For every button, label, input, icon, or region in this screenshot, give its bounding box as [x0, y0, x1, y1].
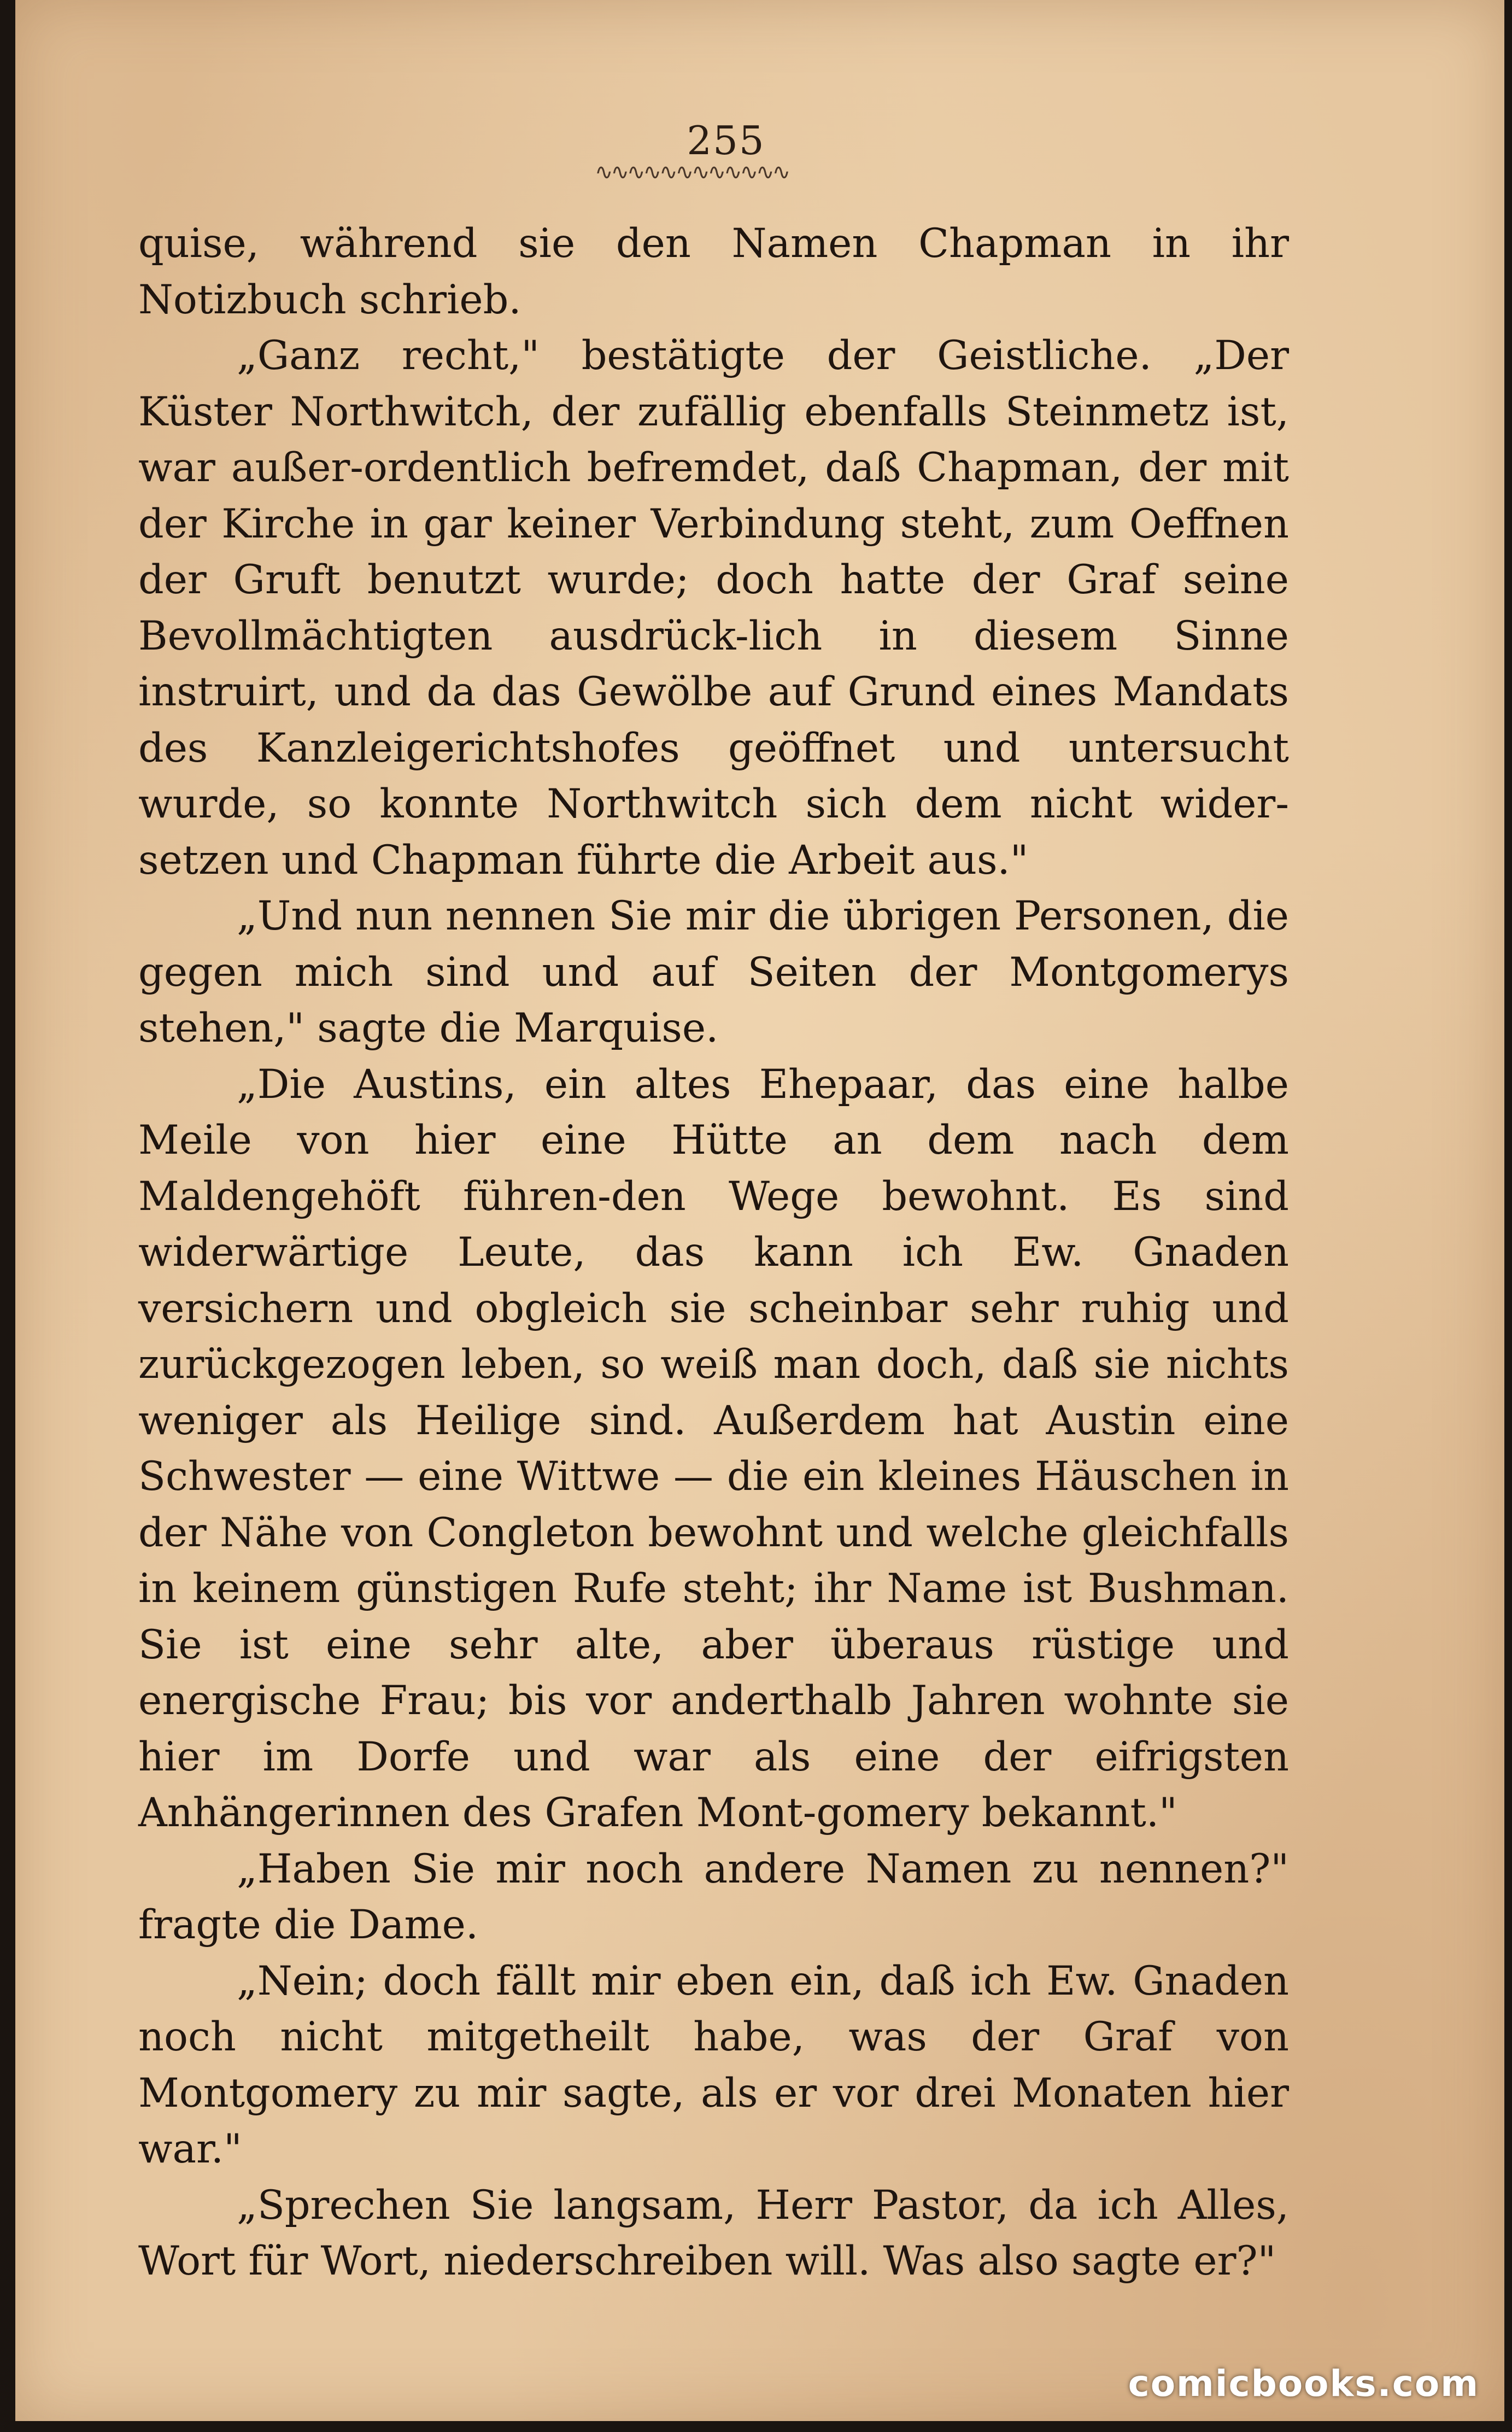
paragraph-7: „Sprechen Sie langsam, Herr Pastor, da ich Alles, Wort für Wort, niederschreiben will. Was also sagte er?" — [138, 2182, 1289, 2284]
body-text — [138, 216, 1289, 2290]
site-watermark: comicbooks.com — [1128, 2363, 1479, 2405]
paragraph-2: „Ganz recht," bestätigte der Geistliche. „Der Küster Northwitch, der zufällig ebenfalls Steinmetz ist, war außer-ordentlich befremdet, daß Chapman, der mit der Kirche in gar keiner Verbindung steht, zum Oeffnen der Gruft benutzt wurde; doch hatte der Graf seine Bevollmächtigten ausdrück-lich in diesem Sinne instruirt, und da das Gewölbe auf Grund eines Mandats des Kanzleigerichtshofes geöffnet und untersucht wurde, so konnte Northwitch sich dem nicht wider-setzen und Chapman führte die Arbeit aus." — [138, 332, 1289, 884]
book-page — [15, 0, 1504, 2421]
paragraph-1: quise, während sie den Namen Chapman in ihr Notizbuch schrieb. — [138, 220, 1289, 323]
paragraph-4: „Die Austins, ein altes Ehepaar, das eine halbe Meile von hier eine Hütte an dem nach dem Maldengehöft führen-den Wege bewohnt. Es sind widerwärtige Leute, das kann ich Ew. Gnaden versichern und obgleich sie scheinbar sehr ruhig und zurückgezogen leben, so weiß man doch, daß sie nichts weniger als Heilige sind. Außerdem hat Austin eine Schwester — eine Wittwe — die ein kleines Häuschen in der Nähe von Congleton bewohnt und welche gleichfalls in keinem günstigen Rufe steht; ihr Name ist Bushman. Sie ist eine sehr alte, aber überaus rüstige und energische Frau; bis vor anderthalb Jahren wohnte sie hier im Dorfe und war als eine der eifrigsten Anhängerinnen des Grafen Mont-gomery bekannt." — [138, 1061, 1289, 1836]
paragraph-5: „Haben Sie mir noch andere Namen zu nennen?" fragte die Dame. — [138, 1845, 1289, 1948]
page-number: 255 — [687, 118, 765, 163]
paragraph-6: „Nein; doch fällt mir eben ein, daß ich Ew. Gnaden noch nicht mitgetheilt habe, was der Graf von Montgomery zu mir sagte, als er vor drei Monaten hier war." — [138, 1957, 1289, 2172]
header-ornament: ∿∿∿∿∿∿∿∿∿∿∿∿ — [595, 164, 789, 180]
paragraph-3: „Und nun nennen Sie mir die übrigen Personen, die gegen mich sind und auf Seiten der Montgomerys stehen," sagte die Marquise. — [138, 893, 1289, 1051]
